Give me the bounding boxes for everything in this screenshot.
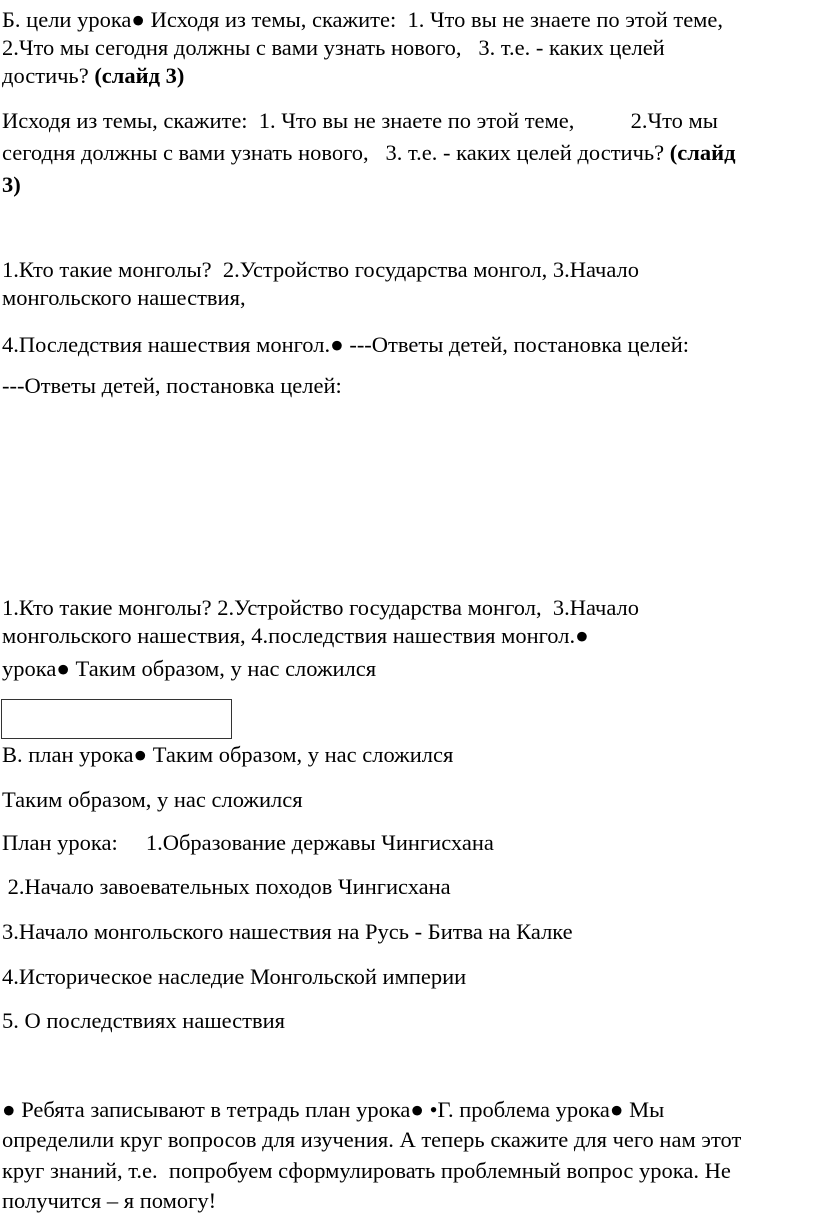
text-line: Таким образом, у нас сложился: [2, 787, 303, 812]
text-line: монгольского нашествия, 4.последствия нашествия монгол.●: [2, 623, 589, 648]
slide-reference: (слайд: [669, 140, 736, 165]
text-line: 4.Последствия нашествия монгол.● ---Ответы детей, постановка целей:: [2, 332, 690, 357]
text-line: 5. О последствиях нашествия: [2, 1008, 286, 1033]
text-line: 3.Начало монгольского нашествия на Русь - Битва на Калке: [2, 919, 573, 944]
text-line: [2, 139, 735, 167]
text-line: 1.Кто такие монголы? 2.Устройство государства монгол, 3.Начало: [2, 257, 640, 282]
text-span: достичь?: [2, 63, 95, 88]
text-line: монгольского нашествия,: [2, 285, 246, 310]
text-line: ● Ребята записывают в тетрадь план урока● •Г. проблема урока● Мы: [2, 1097, 665, 1122]
text-line: ---Ответы детей, постановка целей:: [2, 373, 342, 398]
slide-reference: 3): [2, 172, 21, 197]
text-line: получится – я помогу!: [2, 1188, 217, 1213]
text-line: В. план урока● Таким образом, у нас сложился: [2, 742, 454, 767]
text-line: План урока: 1.Образование державы Чингисхана: [2, 830, 494, 855]
text-span: сегодня должны с вами узнать нового, 3. т.е. - каких целей достичь?: [2, 140, 670, 165]
text-line: урока● Таким образом, у нас сложился: [2, 656, 377, 681]
text-line: [2, 62, 184, 90]
text-line: 2.Начало завоевательных походов Чингисхана: [2, 874, 451, 899]
text-line: Б. цели урока● Исходя из темы, скажите: 1. Что вы не знаете по этой теме,: [2, 7, 724, 32]
text-line: 4.Историческое наследие Монгольской империи: [2, 964, 467, 989]
text-line: Исходя из темы, скажите: 1. Что вы не знаете по этой теме, 2.Что мы: [2, 108, 718, 133]
text-line: 2.Что мы сегодня должны с вами узнать нового, 3. т.е. - каких целей: [2, 35, 665, 60]
text-line: круг знаний, т.е. попробуем сформулировать проблемный вопрос урока. Не: [2, 1158, 731, 1183]
empty-text-box: [1, 699, 232, 739]
slide-reference: (слайд 3): [94, 63, 185, 88]
text-line: определили круг вопросов для изучения. А теперь скажите для чего нам этот: [2, 1127, 742, 1152]
text-line: 1.Кто такие монголы? 2.Устройство государства монгол, 3.Начало: [2, 595, 640, 620]
text-line: [2, 171, 21, 199]
